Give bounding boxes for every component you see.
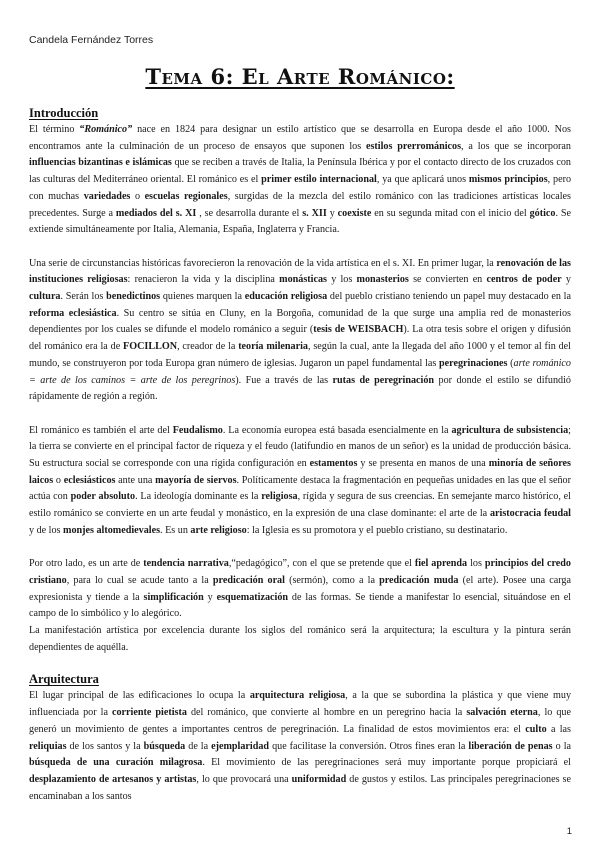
bold-term: renovación de las instituciones religiosas (29, 257, 571, 286)
text-run: se convierten en (408, 274, 487, 286)
text-run: de la (185, 740, 212, 752)
bold-term: reforma eclesiástica (29, 307, 117, 319)
text-run: y (561, 274, 571, 286)
page-title: Tema 6: El Arte Románico: (145, 64, 455, 89)
bold-term: coexiste (337, 207, 372, 219)
bold-term: fiel aprenda (414, 558, 468, 570)
bold-term: s. XII (302, 207, 327, 219)
bold-term: ejemplaridad (211, 740, 270, 752)
text-run: ; la tierra se convierte en el principal factor de riqueza y el feudo (latifundio en manos de un señor) es la unidad de producción básica. Su estructura social se corresponde con una rígida configuración en (29, 424, 571, 470)
bold-term: uniformidad (291, 773, 347, 785)
text-run: ,“pedagógico”, con el que se pretende que el (228, 558, 415, 570)
text-run: , a la que se subordina la plástica y que viene muy influenciada por la (29, 690, 572, 719)
text-run: , ya que aplicará unos (376, 174, 469, 186)
document-body (29, 104, 571, 805)
text-run: El románico es también el arte del (29, 424, 173, 436)
text-run: , para lo cual se acude tanto a la (66, 574, 213, 586)
text-run: . Su centro se sitúa en Cluny, en la Borgoña, comunidad de la que surge una amplia red de monasterios dependientes por los cuales se difunde el modelo románico a seguir ( (29, 307, 571, 336)
text-run: quienes marquen la (160, 291, 245, 303)
page-number: 1 (566, 826, 572, 837)
bold-term: predicación oral (212, 574, 285, 586)
bold-term: aristocracia feudal (489, 508, 571, 520)
text-run: El término (29, 124, 80, 135)
text-run: los (467, 558, 485, 570)
bold-term: FOCILLON (123, 341, 178, 353)
bold-term: estilos prerrománicos (366, 140, 462, 152)
arquitectura-paragraph-1 (29, 688, 571, 805)
intro-paragraph-2 (29, 256, 571, 406)
text-run: Una serie de circunstancias históricas favorecieron la renovación de la vida artística en el s. XI. En primer lugar, la (29, 257, 497, 269)
bold-term: principios del credo cristiano (29, 558, 571, 586)
bold-term: culto (525, 723, 547, 735)
text-run: del románico, que convierte al hombre en un peregrino hacia la (186, 707, 467, 719)
text-run: en su segunda mitad con el inicio del (371, 207, 530, 219)
bold-term: arte religioso (190, 524, 247, 536)
text-run: y se presenta en manos de una (357, 458, 489, 470)
bold-term: cultura (29, 291, 61, 303)
bold-term: rutas de peregrinación (332, 374, 435, 386)
text-run: . El movimiento de las peregrinaciones será muy importante porque propiciará el (202, 757, 571, 769)
text-run: por donde el estilo se difundió rápidamente de región a región. (29, 374, 571, 403)
text-run: . Serán los (60, 291, 107, 303)
bold-term: mediados del s. XI (115, 207, 197, 219)
text-run: (el arte). Posee una carga expresionista y tiende a la (29, 574, 571, 603)
bold-term: eclesiásticos (63, 474, 116, 486)
text-run: , pero con muchas (29, 174, 572, 202)
text-run: , se desarrolla durante el (196, 207, 303, 219)
bold-italic-term: “Románico” (79, 124, 133, 135)
bold-term: poder absoluto (70, 491, 136, 503)
text-run: . Se extiende simultáneamente por Italia, Alemania, España, Inglaterra y Francia. (29, 207, 572, 236)
bold-term: corriente pietista (112, 707, 187, 719)
bold-term: salvación eterna (466, 707, 538, 719)
text-run: o (53, 474, 64, 486)
bold-term: búsqueda (143, 740, 186, 752)
text-run: ). Fue a través de las (235, 374, 333, 386)
bold-term: primer estilo internacional (261, 174, 377, 186)
bold-term: mismos principios (468, 174, 548, 186)
intro-paragraph-3 (29, 423, 571, 540)
intro-paragraph-5 (29, 623, 571, 656)
text-run: de gustos y estilos. Las principales peregrinaciones se encaminaban a los santos (29, 773, 571, 802)
bold-term: reliquias (29, 740, 67, 752)
section-heading-introduccion: Introducción (29, 106, 99, 120)
section-heading-arquitectura: Arquitectura (29, 672, 99, 687)
bold-term: benedictinos (106, 291, 161, 303)
text-run: o la (552, 740, 571, 752)
bold-term: gótico (529, 207, 556, 219)
text-run: La manifestación artística por excelencia durante los siglos del románico será la arquitectura; la escultura y la pintura serán dependientes de aquélla. (29, 625, 571, 653)
text-run: : renacieron la vida y la disciplina (127, 274, 280, 286)
bold-term: teoría milenaria (238, 341, 308, 353)
text-run: y (326, 207, 338, 219)
bold-term: centros de poder (486, 274, 562, 286)
bold-term: peregrinaciones (439, 357, 508, 369)
bold-term: influencias bizantinas e islámicas (29, 157, 172, 169)
text-run: ( (507, 357, 514, 369)
bold-term: liberación de penas (468, 740, 553, 752)
bold-term: mayoría de siervos (155, 474, 237, 486)
text-run: ante una (115, 474, 156, 486)
bold-term: tendencia narrativa (143, 558, 229, 570)
bold-term: minoría de señores laicos (29, 458, 571, 486)
text-run: , lo que generó un movimiento de gentes a importantes centros de peregrinación. La finalidad de estos movimientos era: el (29, 707, 571, 735)
bold-term: arquitectura religiosa (249, 690, 346, 702)
text-run: de los santos y la (66, 740, 144, 752)
bold-term: búsqueda de una curación milagrosa (29, 757, 203, 769)
intro-paragraph-4 (29, 556, 571, 623)
bold-term: agricultura de subsistencia (451, 424, 569, 436)
bold-term: escuelas regionales (144, 190, 228, 202)
text-run: a las (546, 723, 571, 735)
text-run: nace en 1824 para designar un estilo artístico que se desarrolla en Europa desde el año 1000. Nos encontramos ante la culminación de un proceso de ensayos que suponen los (29, 124, 571, 152)
text-run: . La ideología dominante es la (135, 491, 262, 503)
text-run: : la Iglesia es su promotora y el pueblo cristiano, su destinatario. (246, 524, 508, 536)
bold-term: religiosa (261, 491, 298, 503)
bold-term: tesis de WEISBACH (313, 324, 404, 336)
text-run: , rígida y segura de sus creencias. En semejante marco histórico, el estilo románico se convierte en un arte feudal y monástico, en la expresión de una clase dominante: el arte de la (29, 491, 571, 520)
bold-term: predicación muda (379, 574, 459, 586)
text-run: . Es un (160, 524, 191, 536)
text-run: y (203, 591, 217, 603)
text-run: (sermón), como a la (284, 574, 380, 586)
text-run: o (130, 190, 145, 202)
intro-paragraph-1 (29, 122, 571, 239)
text-run: El lugar principal de las edificaciones lo ocupa la (29, 690, 250, 702)
bold-term: desplazamiento de artesanos y artistas (29, 773, 197, 785)
bold-term: simplificación (143, 591, 204, 603)
text-run: , creador de la (177, 341, 239, 353)
bold-term: monasterios (356, 274, 409, 286)
bold-term: esquematización (216, 591, 289, 603)
text-run: , lo que provocará una (196, 773, 292, 785)
bold-term: monásticas (279, 274, 327, 286)
text-run: , surgidas de la mezcla del estilo románico con las tradiciones artísticas locales precedentes. Surge a (29, 190, 571, 219)
text-run: . Políticamente destaca la fragmentación en pequeñas unidades en las que el señor actúa con (29, 474, 571, 503)
bold-term: Feudalismo (172, 424, 223, 436)
text-run: de las formas. Se tiende a manifestar lo esencial, situándose en el campo de lo simbólico y lo alegórico. (29, 591, 571, 620)
bold-term: monjes altomedievales (63, 524, 161, 536)
text-run: que facilitase la conversión. Otros fines eran la (269, 740, 469, 752)
text-run: que se reciben a través de Italia, la Península Ibérica y por el contacto directo de los cruzados con las culturas del Mediterráneo oriental. El románico es el (29, 157, 571, 186)
bold-term: variedades (83, 190, 131, 202)
text-run: , según la cual, ante la llegada del año 1000 y el temor al fin del mundo, se construyeron por toda Europa gran número de iglesias. Jugaron un papel fundamental las (29, 341, 571, 369)
author-name: Candela Fernández Torres (29, 34, 154, 46)
text-run: , a los que se incorporan (461, 140, 571, 152)
text-run: ). La otra tesis sobre el origen y difusión del románico era la de (29, 324, 571, 353)
text-run: y los (326, 274, 357, 286)
bold-term: educación religiosa (244, 291, 328, 303)
text-run: Por otro lado, es un arte de (29, 558, 144, 570)
text-run: y de los (29, 524, 64, 536)
text-run: . La economía europea está basada esencialmente en la (222, 424, 452, 436)
bold-term: estamentos (309, 458, 358, 470)
italic-term: arte románico = arte de los caminos = arte de los peregrinos (29, 357, 571, 386)
text-run: del pueblo cristiano teniendo un papel muy destacado en la (327, 291, 571, 303)
